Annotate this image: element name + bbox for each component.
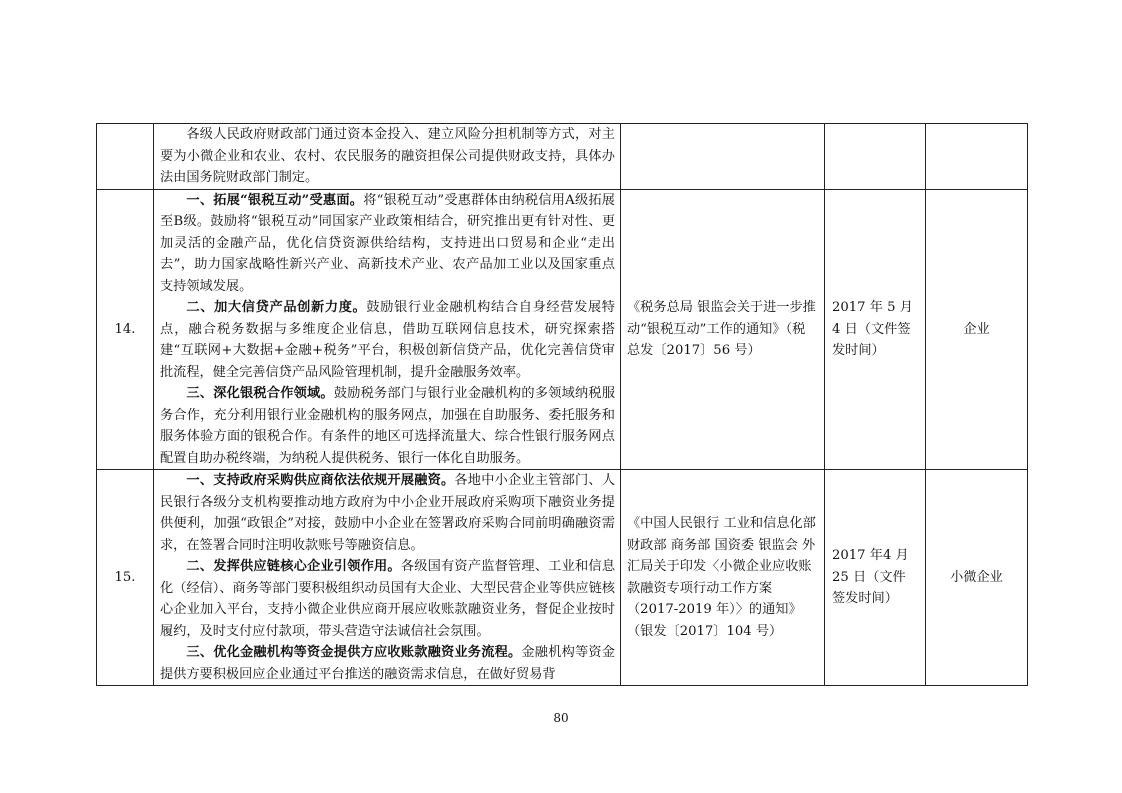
policy-source: 《中国人民银行 工业和信息化部 财政部 商务部 国资委 银监会 外汇局关于印发〈小微企业应收账款融资专项行动工作方案（2017-2019 年）〉的通知》（银发〔2017〕104 号） <box>621 470 825 686</box>
paragraph: 二、加大信贷产品创新力度。鼓励银行业金融机构结合自身经营发展特点，融合税务数据与多维度企业信息，借助互联网信息技术，研究探索搭建“互联网+大数据+金融+税务”平台，积极创新信贷产品，优化完善信贷审批流程，健全完善信贷产品风险管理机制，提升金融服务效率。 <box>160 300 615 380</box>
issue-date <box>825 124 926 190</box>
issue-date: 2017 年4 月25 日（文件签发时间） <box>825 470 926 686</box>
page-number: 80 <box>553 711 569 725</box>
target-group: 小微企业 <box>926 470 1028 686</box>
target-group <box>926 124 1028 190</box>
table-row <box>97 124 1028 190</box>
paragraph: 三、优化金融机构等资金提供方应收账款融资业务流程。金融机构等资金提供方要积极回应企业通过平台推送的融资需求信息，在做好贸易背 <box>160 645 615 682</box>
paragraph: 一、支持政府采购供应商依法依规开展融资。各地中小企业主管部门、人民银行各级分支机构要推动地方政府为中小企业开展政府采购项下融资业务提供便利，加强“政银企”对接，鼓励中小企业在签署政府采购合同前明确融资需求，在签署合同时注明收款账号等融资信息。 <box>160 473 616 553</box>
policy-content <box>154 470 621 686</box>
policy-content <box>154 189 621 470</box>
policy-content <box>154 124 621 190</box>
table-row <box>97 189 1028 470</box>
paragraph: 二、发挥供应链核心企业引领作用。各级国有资产监督管理、工业和信息化（经信）、商务等部门要积极组织动员国有大企业、大型民营企业等供应链核心企业加入平台，支持小微企业供应商开展应收账款融资业务，督促企业按时履约，及时支付应付款项，带头营造守法诚信社会氛围。 <box>160 559 616 639</box>
paragraph: 各级人民政府财政部门通过资本金投入、建立风险分担机制等方式，对主要为小微企业和农业、农村、农民服务的融资担保公司提供财政支持，具体办法由国务院财政部门制定。 <box>160 127 615 185</box>
policy-source <box>621 124 825 190</box>
row-number: 14. <box>97 189 154 470</box>
table-row <box>97 470 1028 686</box>
paragraph: 一、拓展“银税互动”受惠面。将“银税互动”受惠群体由纳税信用A级拓展至B级。鼓励将“银税互动”同国家产业政策相结合，研究推出更有针对性、更加灵活的金融产品，优化信贷资源供给结构，支持进出口贸易和企业“走出去”，助力国家战略性新兴产业、高新技术产业、农产品加工业以及国家重点支持领域发展。 <box>160 192 615 294</box>
row-number: 15. <box>97 470 154 686</box>
policy-table <box>96 123 1028 686</box>
issue-date: 2017 年 5 月 4 日（文件签发时间） <box>825 189 926 470</box>
paragraph: 三、深化银税合作领域。鼓励税务部门与银行业金融机构的多领域纳税服务合作，充分利用银行业金融机构的服务网点，加强在自助服务、委托服务和服务体验方面的银税合作。有条件的地区可选择流量大、综合性银行服务网点配置自助办税终端，为纳税人提供税务、银行一体化自助服务。 <box>160 386 616 466</box>
target-group: 企业 <box>926 189 1028 470</box>
policy-source: 《税务总局 银监会关于进一步推动“银税互动”工作的通知》（税总发〔2017〕56 号） <box>621 189 825 470</box>
row-number <box>97 124 154 190</box>
